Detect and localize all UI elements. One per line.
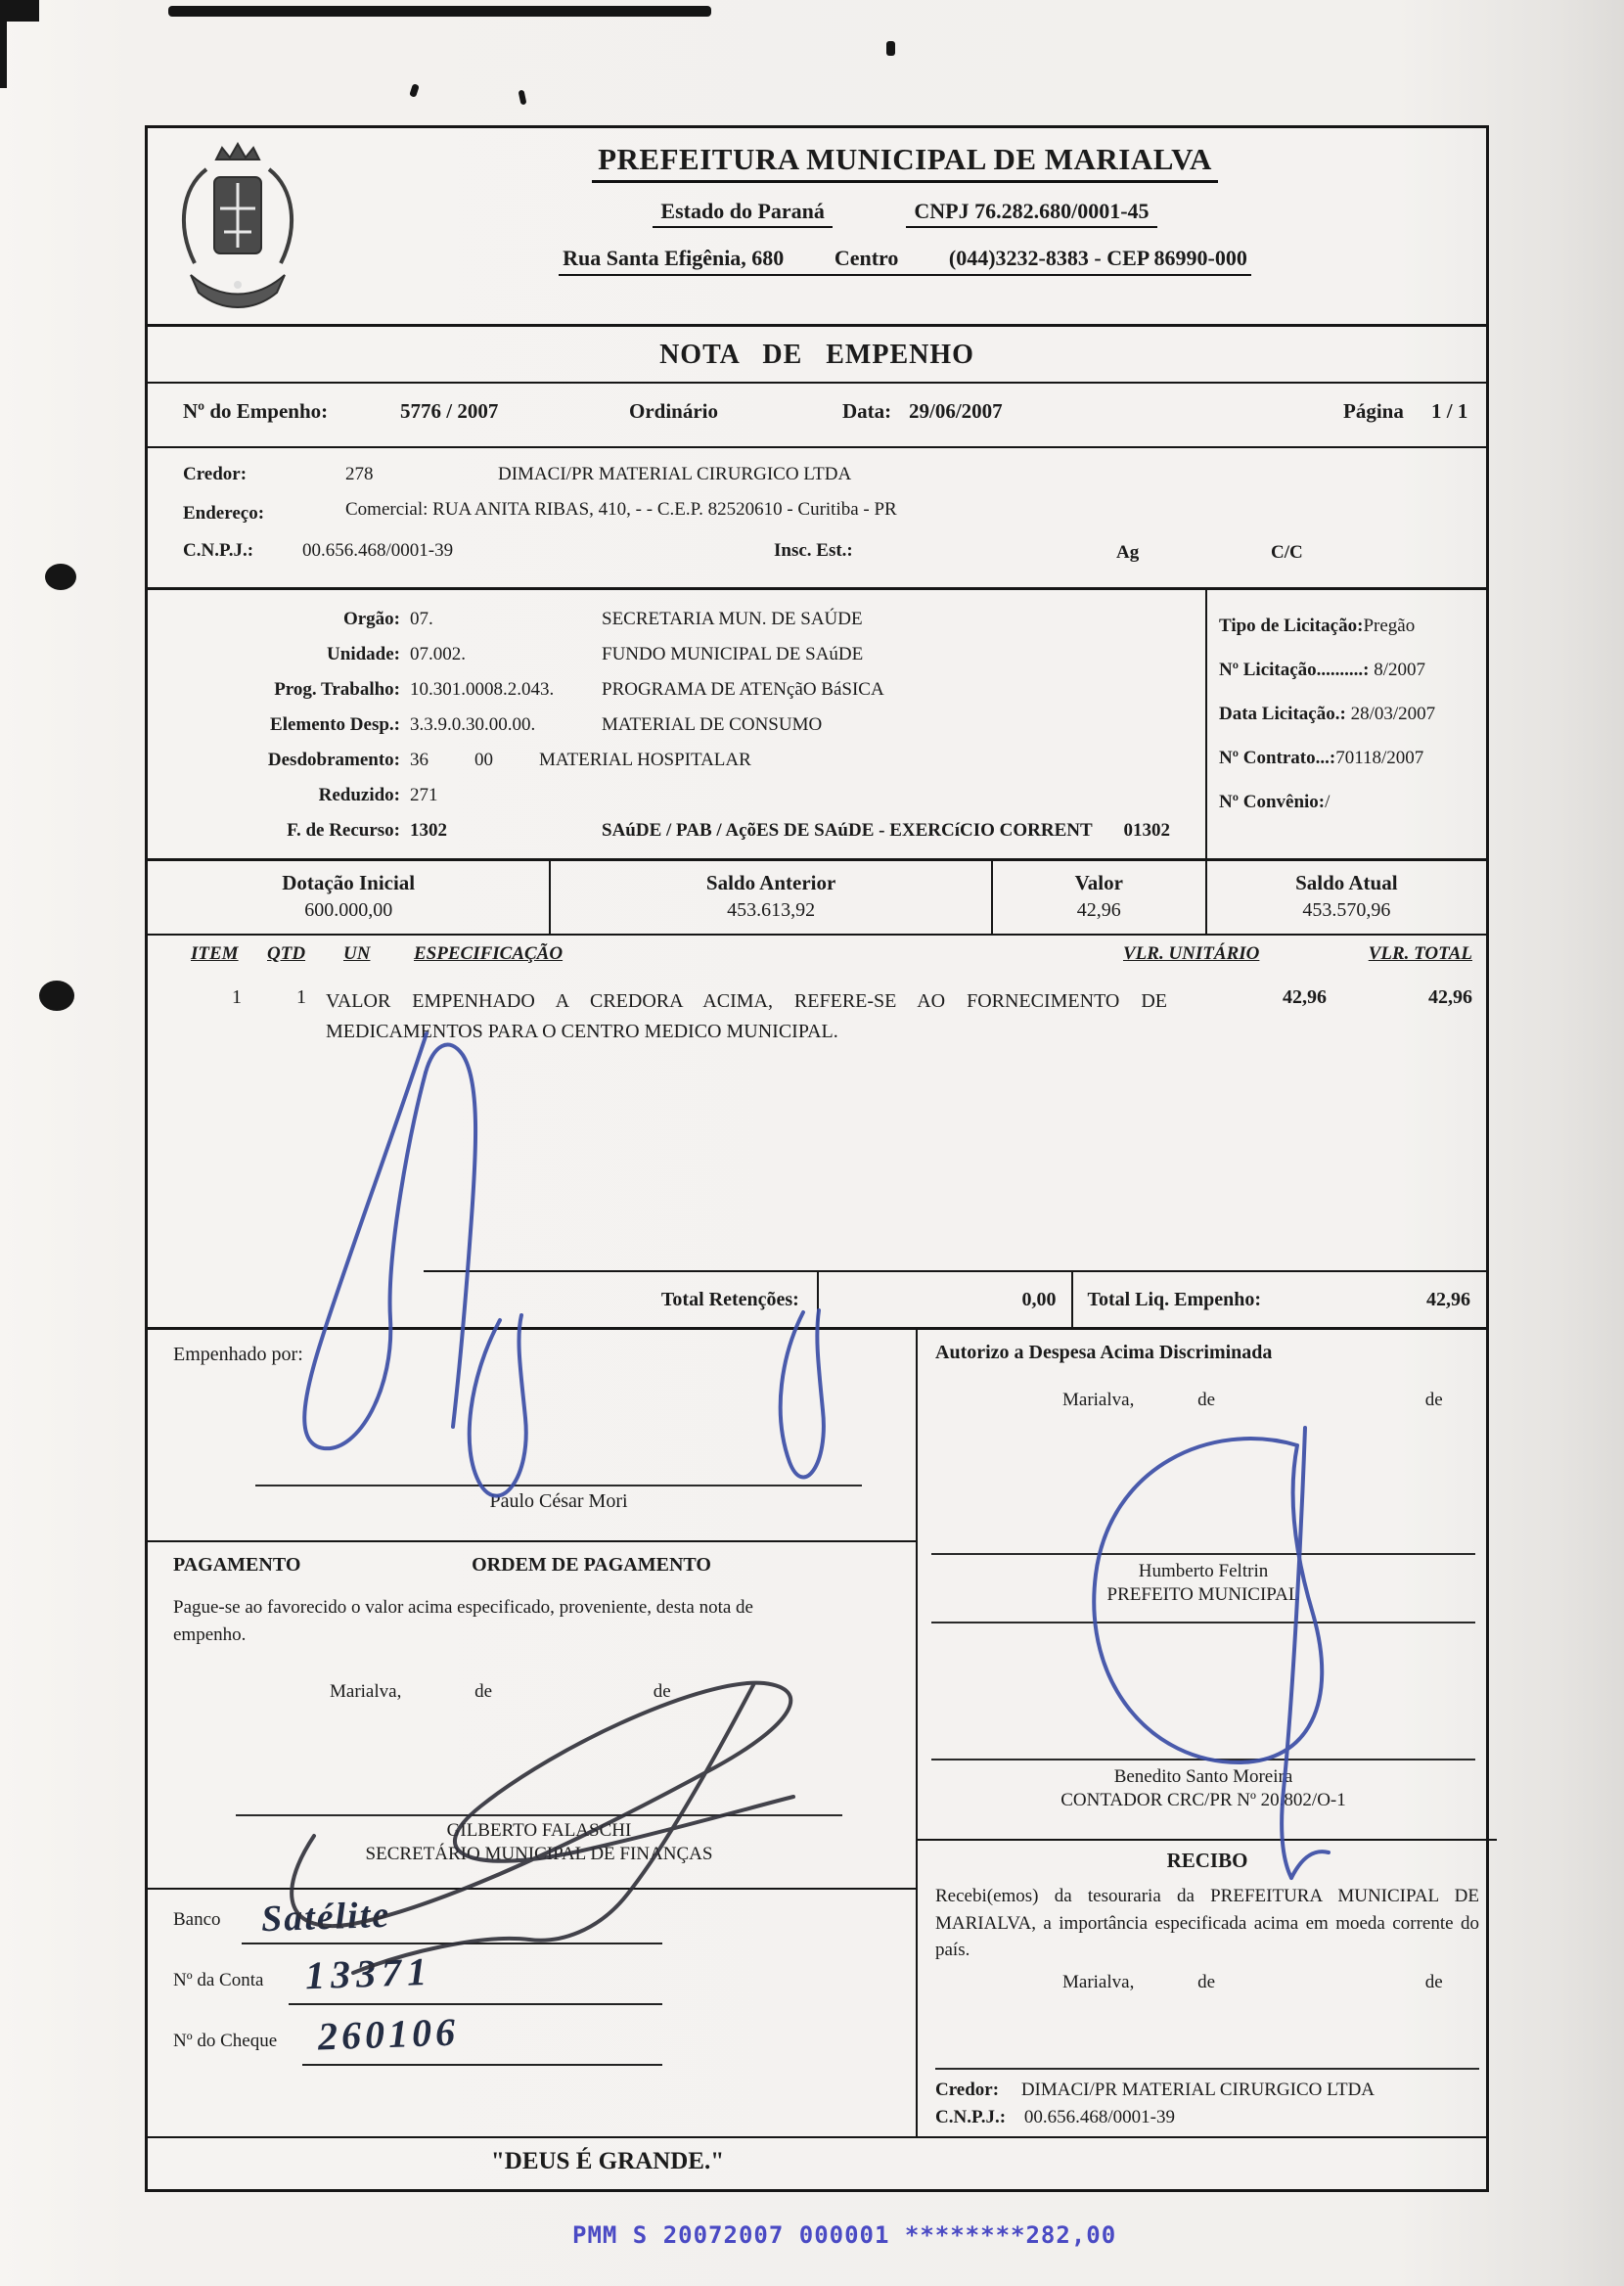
balance-label: Saldo Atual bbox=[1295, 871, 1398, 894]
budget-label: Desdobramento: bbox=[267, 750, 400, 770]
document-title-bar bbox=[148, 327, 1486, 384]
item-qty: 1 bbox=[296, 986, 306, 1008]
recibo-credor-value: DIMACI/PR MATERIAL CIRURGICO LTDA bbox=[1020, 2079, 1376, 2100]
balance-label: Dotação Inicial bbox=[282, 871, 416, 894]
recibo-place: Marialva, bbox=[1062, 1971, 1135, 1992]
item-specification: VALOR EMPENHADO A CREDORA ACIMA, REFERE-SE AO FORNECIMENTO DE MEDICAMENTOS PARA O CENTRO MEDICO MUNICIPAL. bbox=[326, 990, 1167, 1042]
budget-desc: MATERIAL DE CONSUMO bbox=[602, 714, 823, 735]
item-row bbox=[148, 977, 1486, 1270]
licitacao-data-value: 28/03/2007 bbox=[1350, 704, 1436, 724]
recibo-box bbox=[918, 1839, 1497, 2136]
mayor-name: Humberto Feltrin bbox=[1138, 1561, 1269, 1581]
cheque-handwritten-value: 260106 bbox=[317, 2009, 460, 2059]
budget-desc: PROGRAMA DE ATENçãO BáSICA bbox=[602, 679, 884, 700]
balance-value: 42,96 bbox=[1076, 899, 1121, 921]
licitacao-data-label: Data Licitação.: bbox=[1219, 704, 1346, 724]
budget-row-unidade bbox=[148, 637, 1205, 672]
pagamento-signer-role: SECRETÁRIO MUNICIPAL DE FINANÇAS bbox=[365, 1844, 713, 1864]
dot-matrix-stamp: PMM S 20072007 000001 ********282,00 bbox=[572, 2221, 1117, 2249]
conta-corrente-label: C/C bbox=[1271, 542, 1303, 563]
conta-handwritten-value: 13371 bbox=[304, 1948, 433, 1998]
page-title: PREFEITURA MUNICIPAL DE MARIALVA bbox=[592, 142, 1218, 183]
col-vlr-unitario: VLR. UNITÁRIO bbox=[1123, 943, 1260, 964]
budget-row-elemento bbox=[148, 708, 1205, 743]
creditor-address: Comercial: RUA ANITA RIBAS, 410, - - C.E.P. 82520610 - Curitiba - PR bbox=[345, 499, 897, 520]
licitacao-data-row bbox=[1219, 692, 1474, 736]
creditor-block bbox=[148, 448, 1486, 590]
budget-row-orgao bbox=[148, 602, 1205, 637]
header-district: Centro bbox=[834, 246, 899, 270]
total-liq-label: Total Liq. Empenho: bbox=[1087, 1288, 1262, 1310]
licitacao-tipo-value: Pregão bbox=[1363, 616, 1416, 636]
balance-value: 600.000,00 bbox=[304, 899, 393, 921]
budget-label: Unidade: bbox=[327, 644, 400, 664]
scan-artifact-mark-1 bbox=[409, 83, 420, 98]
balance-saldo-anterior bbox=[549, 861, 990, 934]
empenhado-box bbox=[148, 1330, 916, 1540]
total-liq-cell bbox=[1071, 1272, 1486, 1327]
pagamento-title: PAGAMENTO bbox=[173, 1554, 301, 1576]
budget-row-desdobramento bbox=[148, 743, 1205, 778]
recibo-credor-label: Credor: bbox=[935, 2079, 1000, 2100]
signature-scribble-autorizo bbox=[1035, 1418, 1426, 1888]
budget-label: Prog. Trabalho: bbox=[274, 679, 400, 700]
motto-text: "DEUS É GRANDE." bbox=[490, 2147, 725, 2174]
scan-artifact-ink-dot-1 bbox=[45, 564, 76, 590]
col-item: ITEM bbox=[191, 943, 239, 964]
balance-valor bbox=[991, 861, 1205, 934]
autorizo-place: Marialva, bbox=[1062, 1390, 1135, 1410]
convenio-value: / bbox=[1325, 792, 1331, 812]
creditor-label: Credor: bbox=[183, 464, 248, 484]
budget-label: F. de Recurso: bbox=[287, 820, 400, 841]
pagamento-box bbox=[148, 1540, 916, 1888]
balance-value: 453.570,96 bbox=[1302, 899, 1391, 921]
licitacao-tipo-label: Tipo de Licitação: bbox=[1219, 616, 1364, 636]
creditor-address-label: Endereço: bbox=[183, 503, 265, 524]
budget-code2: 00 bbox=[474, 750, 493, 770]
budget-code: 1302 bbox=[410, 820, 447, 841]
header-phone-cep: (044)3232-8383 - CEP 86990-000 bbox=[948, 246, 1247, 270]
creditor-cnpj: 00.656.468/0001-39 bbox=[302, 540, 454, 561]
licitacao-box bbox=[1205, 590, 1486, 858]
agencia-label: Ag bbox=[1116, 542, 1140, 563]
autorizo-box bbox=[918, 1330, 1497, 1839]
pagamento-text: Pague-se ao favorecido o valor acima especificado, proveniente, desta nota de empenho. bbox=[173, 1597, 753, 1645]
col-qtd: QTD bbox=[267, 943, 306, 964]
recibo-cnpj-value: 00.656.468/0001-39 bbox=[1023, 2106, 1175, 2127]
nota-de-empenho-form bbox=[145, 125, 1489, 2192]
creditor-cnpj-label: C.N.P.J.: bbox=[183, 540, 254, 561]
conta-label: Nº da Conta bbox=[173, 1970, 264, 1990]
budget-label: Reduzido: bbox=[318, 785, 400, 805]
budget-desc: SECRETARIA MUN. DE SAÚDE bbox=[602, 609, 863, 629]
totals-row bbox=[148, 1270, 1486, 1330]
budget-row-reduzido bbox=[148, 778, 1205, 813]
scan-artifact-mark-3 bbox=[886, 41, 895, 56]
budget-desc: FUNDO MUNICIPAL DE SAúDE bbox=[602, 644, 864, 664]
header-state: Estado do Paraná bbox=[653, 199, 832, 228]
scan-artifact-left-edge bbox=[0, 0, 7, 88]
item-unit-value: 42,96 bbox=[1283, 986, 1327, 1008]
empenho-page: 1 / 1 bbox=[1431, 399, 1468, 423]
licitacao-num-label: Nº Licitação..........: bbox=[1219, 660, 1370, 680]
convenio-label: Nº Convênio: bbox=[1219, 792, 1326, 812]
budget-label: Orgão: bbox=[342, 609, 400, 629]
empenho-date: 29/06/2007 bbox=[909, 399, 1003, 423]
total-retencoes-label: Total Retenções: bbox=[660, 1288, 799, 1310]
balance-value: 453.613,92 bbox=[727, 899, 816, 921]
recibo-de-1: de bbox=[1197, 1971, 1216, 1992]
items-table-header bbox=[148, 936, 1486, 977]
left-signature-column bbox=[148, 1330, 918, 2136]
contrato-label: Nº Contrato...: bbox=[1219, 748, 1336, 768]
signatures-section bbox=[148, 1330, 1486, 2136]
contrato-value: 70118/2007 bbox=[1335, 748, 1424, 768]
banco-box bbox=[148, 1888, 916, 2095]
licitacao-tipo-row bbox=[1219, 604, 1474, 648]
insc-est-label: Insc. Est.: bbox=[774, 540, 853, 561]
recibo-de-2: de bbox=[1424, 1971, 1443, 1992]
empenho-info-row bbox=[148, 384, 1486, 448]
budget-code: 07. bbox=[410, 609, 433, 629]
scan-artifact-top-bar bbox=[168, 6, 711, 17]
balance-saldo-atual bbox=[1205, 861, 1486, 934]
budget-code: 271 bbox=[410, 785, 438, 805]
cheque-label: Nº do Cheque bbox=[173, 2031, 278, 2051]
balance-label: Valor bbox=[1074, 871, 1123, 894]
pagamento-place: Marialva, bbox=[330, 1681, 402, 1703]
recibo-cnpj-label: C.N.P.J.: bbox=[935, 2106, 1007, 2127]
licitacao-num-value: 8/2007 bbox=[1374, 660, 1426, 680]
budget-row-prog-trabalho bbox=[148, 672, 1205, 708]
balances-row bbox=[148, 861, 1486, 936]
signature-scribble-empenhado bbox=[383, 1320, 891, 1516]
budget-row-recurso bbox=[148, 813, 1205, 848]
empenho-type: Ordinário bbox=[629, 399, 719, 423]
motto-row bbox=[148, 2136, 1486, 2189]
header-address: Rua Santa Efigênia, 680 bbox=[563, 246, 785, 270]
col-especificacao: ESPECIFICAÇÃO bbox=[414, 943, 564, 964]
balance-label: Saldo Anterior bbox=[705, 871, 836, 894]
recibo-text: Recebi(emos) da tesouraria da PREFEITURA MUNICIPAL DE MARIALVA, a importância especificada acima em moeda corrente do país. bbox=[935, 1886, 1479, 1961]
col-un: UN bbox=[343, 943, 371, 964]
pagamento-signer-name: GILBERTO FALASCHI bbox=[446, 1820, 632, 1841]
total-retencoes-value: 0,00 bbox=[817, 1272, 1072, 1327]
mayor-role: PREFEITO MUNICIPAL bbox=[1106, 1584, 1300, 1605]
scan-artifact-mark-2 bbox=[519, 90, 527, 106]
autorizo-title: Autorizo a Despesa Acima Discriminada bbox=[935, 1342, 1273, 1363]
budget-recurso-extra: 01302 bbox=[1123, 820, 1170, 841]
budget-desc: MATERIAL HOSPITALAR bbox=[539, 750, 751, 770]
totals-box bbox=[424, 1270, 1486, 1327]
budget-classification-section bbox=[148, 590, 1486, 861]
autorizo-de-2: de bbox=[1424, 1390, 1443, 1410]
item-number: 1 bbox=[232, 986, 242, 1008]
budget-code: 36 bbox=[410, 750, 429, 770]
banco-label: Banco bbox=[173, 1909, 221, 1930]
contrato-row bbox=[1219, 736, 1474, 780]
recibo-title: RECIBO bbox=[1166, 1849, 1248, 1872]
banco-handwritten-value: Satélite bbox=[260, 1894, 391, 1941]
budget-code: 10.301.0008.2.043. bbox=[410, 679, 555, 700]
balance-dotacao bbox=[148, 861, 549, 934]
budget-desc: SAúDE / PAB / AçõES DE SAúDE - EXERCíCIO CORRENT bbox=[602, 820, 1093, 841]
budget-code: 3.3.9.0.30.00.00. bbox=[410, 714, 536, 735]
empenho-page-label: Página bbox=[1343, 399, 1404, 423]
creditor-code: 278 bbox=[345, 464, 374, 484]
budget-label: Elemento Desp.: bbox=[270, 714, 400, 735]
pagamento-de-2: de bbox=[653, 1681, 671, 1703]
contador-name: Benedito Santo Moreira bbox=[1113, 1766, 1293, 1787]
empenhado-signer-name: Paulo César Mori bbox=[489, 1490, 628, 1512]
header-cnpj: CNPJ 76.282.680/0001-45 bbox=[906, 199, 1156, 228]
document-header bbox=[148, 128, 1486, 327]
convenio-row bbox=[1219, 780, 1474, 824]
empenho-number-label: Nº do Empenho: bbox=[183, 399, 329, 423]
contador-role: CONTADOR CRC/PR Nº 20.802/O-1 bbox=[1060, 1790, 1346, 1810]
empenho-number: 5776 / 2007 bbox=[400, 399, 499, 423]
item-total-value: 42,96 bbox=[1428, 986, 1472, 1008]
total-liq-value: 42,96 bbox=[1426, 1288, 1470, 1310]
pagamento-de-1: de bbox=[474, 1681, 493, 1703]
col-vlr-total: VLR. TOTAL bbox=[1368, 943, 1472, 964]
ordem-pagamento-title: ORDEM DE PAGAMENTO bbox=[472, 1554, 711, 1576]
empenhado-label: Empenhado por: bbox=[173, 1344, 303, 1365]
autorizo-de-1: de bbox=[1197, 1390, 1216, 1410]
municipal-crest-logo bbox=[173, 138, 302, 320]
creditor-name: DIMACI/PR MATERIAL CIRURGICO LTDA bbox=[498, 464, 852, 484]
budget-rows bbox=[148, 590, 1205, 858]
empenho-date-label: Data: bbox=[842, 399, 892, 423]
scan-artifact-ink-dot-2 bbox=[39, 981, 74, 1011]
licitacao-num-row bbox=[1219, 648, 1474, 692]
document-title: NOTA DE EMPENHO bbox=[659, 340, 974, 370]
budget-code: 07.002. bbox=[410, 644, 466, 664]
right-signature-column bbox=[918, 1330, 1497, 2136]
